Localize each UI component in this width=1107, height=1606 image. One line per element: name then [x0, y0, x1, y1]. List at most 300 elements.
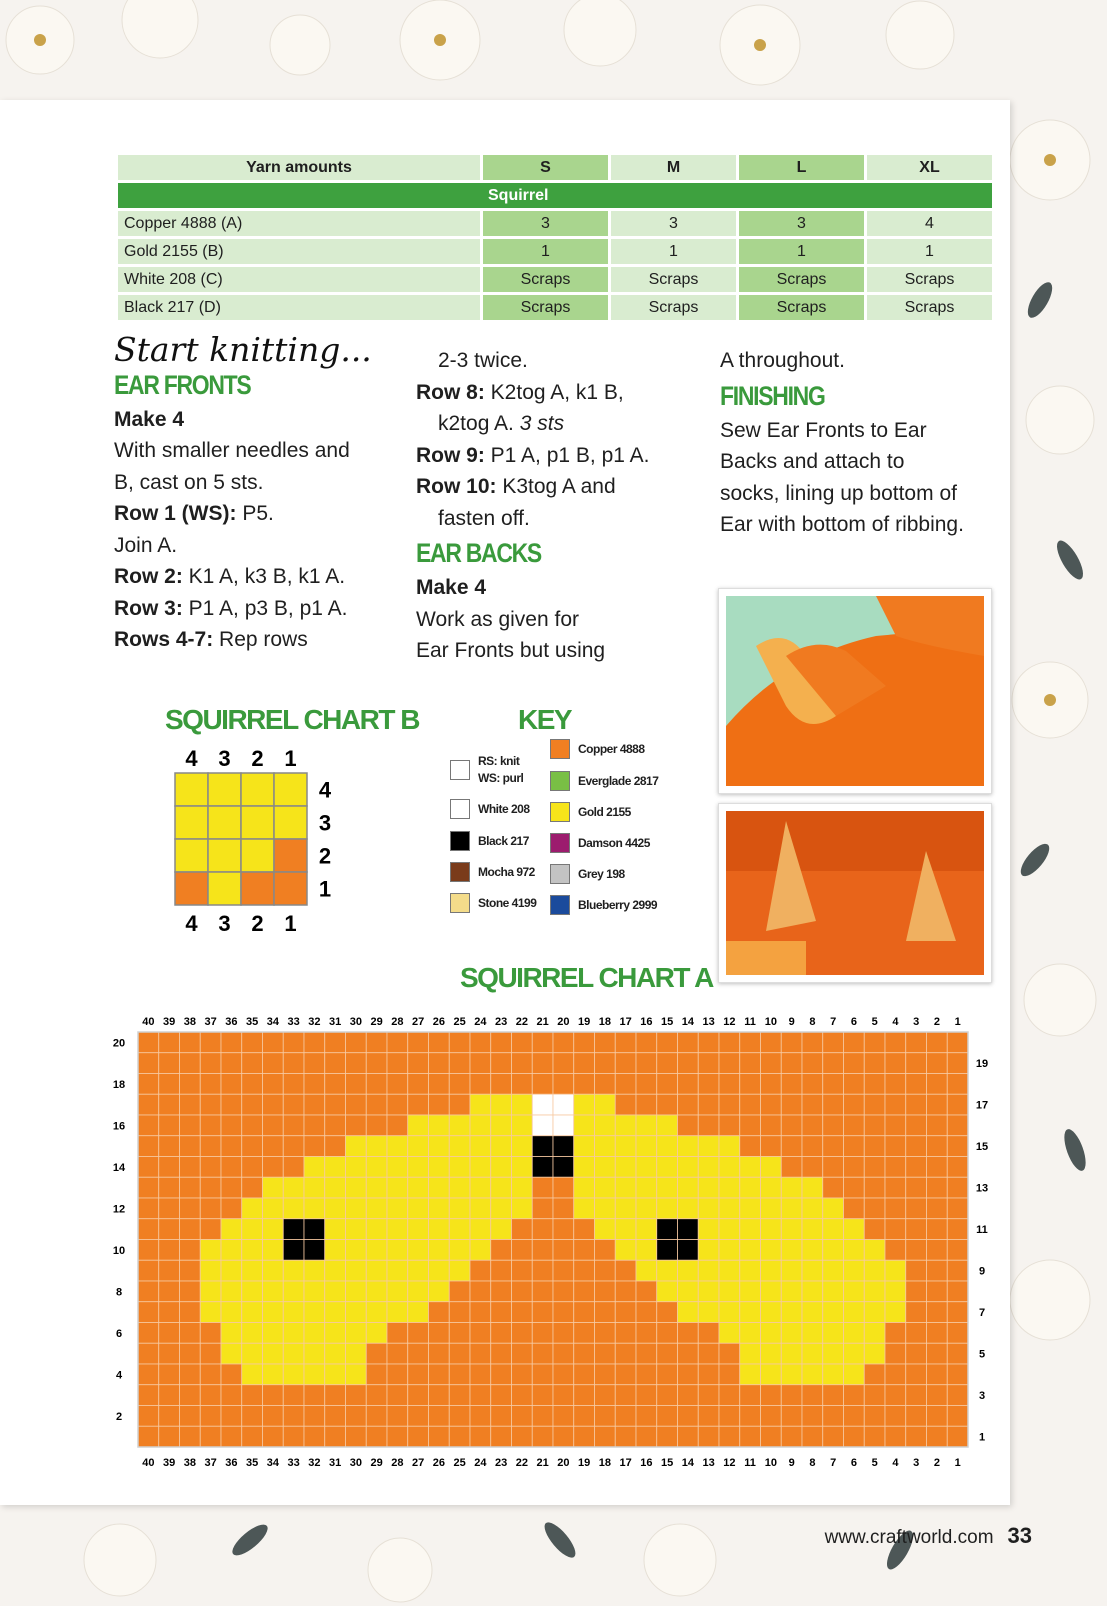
instruction-line: B, cast on 5 sts.: [114, 470, 264, 494]
chart-a-cell: [346, 1074, 367, 1095]
key-item: [450, 893, 536, 913]
chart-a-cell: [947, 1219, 968, 1240]
chart-a-cell: [449, 1136, 470, 1157]
table-cell: Copper 4888 (A): [118, 211, 480, 236]
chart-a-cell: [263, 1323, 284, 1344]
chart-a-cell: [159, 1157, 180, 1178]
chart-a-cell: [574, 1260, 595, 1281]
chart-a-cell: [532, 1177, 553, 1198]
chart-a-cell: [387, 1219, 408, 1240]
chart-a-cell: [221, 1426, 242, 1447]
chart-a-cell: [719, 1385, 740, 1406]
chart-a-cell: [636, 1094, 657, 1115]
chart-a-cell: [927, 1177, 948, 1198]
table-cell: Scraps: [611, 267, 736, 292]
chart-a-cell: [864, 1426, 885, 1447]
chart-a-cell: [698, 1157, 719, 1178]
chart-a-cell: [512, 1074, 533, 1095]
chart-a-cell: [408, 1260, 429, 1281]
chart-a-cell: [242, 1385, 263, 1406]
make-4-label: Make 4: [114, 407, 185, 431]
chart-a-cell: [242, 1343, 263, 1364]
chart-a-cell: [885, 1115, 906, 1136]
chart-a-cell: [553, 1177, 574, 1198]
chart-a-col-label: 1: [954, 1016, 961, 1028]
chart-a-cell: [657, 1343, 678, 1364]
chart-a-cell: [885, 1385, 906, 1406]
chart-a-cell: [761, 1219, 782, 1240]
chart-a-cell: [366, 1343, 387, 1364]
sock-image-2: [726, 811, 984, 975]
chart-a-cell: [574, 1074, 595, 1095]
chart-a-cell: [325, 1281, 346, 1302]
chart-a-cell: [159, 1136, 180, 1157]
chart-a-cell: [761, 1074, 782, 1095]
chart-a-cell: [678, 1240, 699, 1261]
chart-a-col-label: 29: [370, 1457, 383, 1469]
chart-a-col-label: 39: [163, 1457, 176, 1469]
chart-a-cell: [532, 1074, 553, 1095]
chart-a-cell: [615, 1074, 636, 1095]
chart-a-cell: [553, 1323, 574, 1344]
chart-a-cell: [242, 1032, 263, 1053]
key-swatch: [550, 864, 570, 884]
chart-a-cell: [366, 1323, 387, 1344]
chart-a-row-label: 18: [112, 1078, 126, 1091]
chart-a-cell: [553, 1074, 574, 1095]
chart-a-top-labels: [105, 1010, 1000, 1030]
chart-a-cell: [200, 1364, 221, 1385]
chart-a-cell: [595, 1385, 616, 1406]
chart-a-cell: [553, 1302, 574, 1323]
chart-a-cell: [221, 1302, 242, 1323]
chart-a-cell: [740, 1385, 761, 1406]
chart-a-cell: [927, 1115, 948, 1136]
chart-a-cell: [885, 1426, 906, 1447]
chart-a-cell: [740, 1364, 761, 1385]
chart-a: [105, 1030, 1000, 1508]
chart-a-cell: [221, 1177, 242, 1198]
chart-a-cell: [283, 1032, 304, 1053]
table-cell: 3: [483, 211, 608, 236]
chart-a-cell: [491, 1053, 512, 1074]
chart-b-col-label: 1: [284, 911, 297, 936]
key-label: Copper 4888: [578, 742, 645, 756]
chart-a-cell: [387, 1364, 408, 1385]
chart-a-cell: [698, 1074, 719, 1095]
chart-a-cell: [138, 1240, 159, 1261]
key-label: Damson 4425: [578, 836, 650, 850]
chart-a-cell: [366, 1115, 387, 1136]
chart-a-cell: [449, 1364, 470, 1385]
instruction-line: Row 9: P1 A, p1 B, p1 A.: [416, 443, 650, 467]
key-swatch: [450, 862, 470, 882]
chart-a-cell: [200, 1281, 221, 1302]
instruction-line: socks, lining up bottom of: [720, 481, 957, 505]
chart-a-cell: [408, 1323, 429, 1344]
chart-a-cell: [802, 1157, 823, 1178]
chart-a-cell: [844, 1364, 865, 1385]
chart-a-cell: [408, 1115, 429, 1136]
chart-a-col-label: 15: [661, 1016, 674, 1028]
chart-a-cell: [906, 1281, 927, 1302]
chart-a-col-label: 26: [432, 1457, 445, 1469]
key-swatch: [550, 833, 570, 853]
chart-a-cell: [387, 1260, 408, 1281]
chart-a-cell: [221, 1385, 242, 1406]
chart-a-row-label: 14: [112, 1161, 126, 1174]
chart-a-cell: [947, 1364, 968, 1385]
chart-a-cell: [802, 1260, 823, 1281]
chart-a-cell: [636, 1157, 657, 1178]
website-url[interactable]: www.craftworld.com: [824, 1527, 994, 1548]
chart-b-col-label: 2: [251, 911, 264, 936]
chart-a-cell: [470, 1426, 491, 1447]
chart-a-cell: [263, 1426, 284, 1447]
chart-a-col-label: 5: [871, 1016, 878, 1028]
chart-a-cell: [678, 1385, 699, 1406]
chart-a-cell: [159, 1281, 180, 1302]
chart-a-cell: [429, 1323, 450, 1344]
chart-a-cell: [325, 1385, 346, 1406]
chart-a-col-label: 27: [412, 1016, 425, 1028]
chart-a-cell: [927, 1094, 948, 1115]
chart-a-cell: [263, 1074, 284, 1095]
chart-a-cell: [657, 1385, 678, 1406]
instruction-line: Row 1 (WS): P5.: [114, 502, 274, 525]
chart-a-cell: [615, 1343, 636, 1364]
chart-a-cell: [512, 1260, 533, 1281]
table-cell: Scraps: [739, 267, 864, 292]
chart-a-col-label: 32: [308, 1457, 321, 1469]
chart-a-col-label: 12: [723, 1016, 736, 1028]
chart-a-cell: [678, 1094, 699, 1115]
chart-a-cell: [180, 1343, 201, 1364]
chart-a-cell: [304, 1281, 325, 1302]
chart-a-cell: [449, 1323, 470, 1344]
chart-a-cell: [449, 1343, 470, 1364]
chart-a-cell: [408, 1032, 429, 1053]
chart-a-cell: [698, 1426, 719, 1447]
chart-a-cell: [781, 1094, 802, 1115]
table-cell: 1: [483, 239, 608, 264]
table-header-row: [118, 155, 992, 180]
chart-a-cell: [159, 1364, 180, 1385]
chart-a-cell: [263, 1198, 284, 1219]
chart-a-cell: [553, 1157, 574, 1178]
chart-a-cell: [802, 1053, 823, 1074]
chart-a-cell: [304, 1260, 325, 1281]
chart-a-cell: [263, 1094, 284, 1115]
chart-a-cell: [657, 1032, 678, 1053]
chart-a-cell: [678, 1136, 699, 1157]
chart-a-col-label: 21: [536, 1016, 549, 1028]
make-4-label: Make 4: [416, 576, 487, 599]
chart-a-cell: [325, 1406, 346, 1427]
chart-a-cell: [304, 1136, 325, 1157]
chart-a-cell: [615, 1094, 636, 1115]
chart-a-cell: [200, 1094, 221, 1115]
chart-a-cell: [698, 1053, 719, 1074]
chart-a-cell: [885, 1281, 906, 1302]
chart-a-cell: [491, 1426, 512, 1447]
chart-a-cell: [491, 1219, 512, 1240]
chart-a-cell: [408, 1385, 429, 1406]
chart-a-cell: [781, 1302, 802, 1323]
chart-a-cell: [906, 1074, 927, 1095]
chart-b-cell: [274, 773, 307, 806]
chart-a-row-label: 6: [115, 1327, 123, 1340]
chart-a-cell: [740, 1094, 761, 1115]
chart-a-cell: [595, 1219, 616, 1240]
table-band-row: [118, 183, 992, 208]
chart-a-cell: [387, 1385, 408, 1406]
chart-a-cell: [823, 1406, 844, 1427]
chart-a-cell: [387, 1115, 408, 1136]
chart-a-cell: [159, 1240, 180, 1261]
chart-a-cell: [906, 1115, 927, 1136]
chart-a-cell: [802, 1219, 823, 1240]
chart-a-cell: [698, 1177, 719, 1198]
chart-a-cell: [678, 1343, 699, 1364]
chart-a-cell: [781, 1074, 802, 1095]
chart-a-cell: [512, 1177, 533, 1198]
chart-a-cell: [449, 1032, 470, 1053]
chart-b-row-label: 1: [318, 876, 332, 902]
chart-a-cell: [387, 1136, 408, 1157]
chart-a-cell: [574, 1364, 595, 1385]
chart-b-col-label: 3: [218, 748, 231, 771]
chart-a-cell: [221, 1053, 242, 1074]
chart-a-cell: [346, 1094, 367, 1115]
chart-a-row-label: 11: [976, 1224, 988, 1237]
chart-a-cell: [387, 1053, 408, 1074]
chart-b-cell: [241, 839, 274, 872]
chart-a-cell: [346, 1157, 367, 1178]
chart-a-col-label: 14: [681, 1016, 694, 1028]
chart-a-cell: [657, 1426, 678, 1447]
key-swatch: [550, 739, 570, 759]
key-item: [450, 862, 535, 882]
chart-a-col-label: 36: [225, 1457, 238, 1469]
chart-a-cell: [325, 1198, 346, 1219]
chart-a-cell: [532, 1323, 553, 1344]
chart-a-cell: [512, 1302, 533, 1323]
chart-a-cell: [657, 1136, 678, 1157]
chart-a-cell: [574, 1198, 595, 1219]
chart-a-cell: [906, 1136, 927, 1157]
chart-a-cell: [387, 1240, 408, 1261]
chart-a-cell: [906, 1385, 927, 1406]
chart-a-cell: [574, 1094, 595, 1115]
table-row: [118, 267, 992, 292]
chart-a-cell: [864, 1302, 885, 1323]
chart-a-cell: [180, 1406, 201, 1427]
chart-a-cell: [346, 1343, 367, 1364]
chart-a-cell: [366, 1426, 387, 1447]
chart-a-cell: [325, 1302, 346, 1323]
chart-a-cell: [200, 1053, 221, 1074]
chart-a-cell: [470, 1364, 491, 1385]
chart-a-cell: [927, 1426, 948, 1447]
chart-a-cell: [657, 1240, 678, 1261]
chart-a-cell: [366, 1364, 387, 1385]
chart-a-cell: [346, 1219, 367, 1240]
chart-b-cell: [208, 773, 241, 806]
chart-a-cell: [180, 1157, 201, 1178]
instruction-line: Join A.: [114, 533, 178, 557]
chart-a-cell: [159, 1302, 180, 1323]
chart-a-cell: [864, 1281, 885, 1302]
chart-a-cell: [304, 1240, 325, 1261]
chart-a-cell: [325, 1260, 346, 1281]
chart-a-cell: [138, 1157, 159, 1178]
chart-a-cell: [449, 1281, 470, 1302]
instruction-line: k2tog A. 3 sts: [438, 412, 565, 435]
chart-a-cell: [159, 1032, 180, 1053]
chart-a-cell: [491, 1177, 512, 1198]
chart-b-cell: [208, 839, 241, 872]
chart-a-cell: [781, 1406, 802, 1427]
chart-a-cell: [761, 1302, 782, 1323]
table-cell: 3: [611, 211, 736, 236]
chart-a-cell: [242, 1136, 263, 1157]
chart-a-col-label: 22: [515, 1016, 528, 1028]
chart-a-cell: [512, 1136, 533, 1157]
chart-a-cell: [221, 1115, 242, 1136]
key-label: Everglade 2817: [578, 774, 659, 788]
chart-a-cell: [387, 1074, 408, 1095]
chart-a-cell: [366, 1032, 387, 1053]
chart-a-cell: [636, 1426, 657, 1447]
chart-a-cell: [906, 1323, 927, 1344]
chart-a-cell: [325, 1364, 346, 1385]
chart-a-cell: [719, 1177, 740, 1198]
chart-a-cell: [595, 1343, 616, 1364]
finishing-heading: FINISHING: [720, 380, 825, 411]
chart-a-cell: [470, 1260, 491, 1281]
chart-a-cell: [159, 1094, 180, 1115]
chart-a-row-label: 20: [112, 1037, 126, 1050]
chart-a-cell: [221, 1343, 242, 1364]
chart-a-cell: [678, 1157, 699, 1178]
chart-b-col-label: 3: [218, 911, 231, 936]
chart-a-cell: [719, 1406, 740, 1427]
chart-a-cell: [242, 1219, 263, 1240]
chart-a-cell: [470, 1323, 491, 1344]
chart-a-cell: [200, 1219, 221, 1240]
chart-a-cell: [387, 1343, 408, 1364]
chart-a-cell: [263, 1260, 284, 1281]
chart-a-cell: [387, 1157, 408, 1178]
chart-a-cell: [844, 1260, 865, 1281]
chart-a-cell: [470, 1157, 491, 1178]
chart-a-cell: [636, 1240, 657, 1261]
chart-a-row-label: 1: [978, 1431, 986, 1444]
chart-a-cell: [802, 1115, 823, 1136]
chart-a-cell: [823, 1115, 844, 1136]
chart-a-cell: [180, 1302, 201, 1323]
key-swatch: [450, 893, 470, 913]
chart-a-cell: [304, 1157, 325, 1178]
chart-a-cell: [180, 1219, 201, 1240]
chart-a-cell: [657, 1219, 678, 1240]
chart-a-col-label: 18: [598, 1457, 611, 1469]
chart-a-cell: [636, 1260, 657, 1281]
key-item: [550, 771, 658, 791]
chart-a-cell: [595, 1240, 616, 1261]
chart-a-cell: [864, 1157, 885, 1178]
chart-a-cell: [200, 1260, 221, 1281]
chart-a-col-label: 2: [933, 1457, 940, 1469]
chart-a-cell: [491, 1385, 512, 1406]
chart-a-cell: [595, 1177, 616, 1198]
chart-a-cell: [698, 1406, 719, 1427]
chart-a-cell: [740, 1032, 761, 1053]
chart-a-cell: [781, 1053, 802, 1074]
key-swatch: [550, 802, 570, 822]
chart-a-cell: [781, 1426, 802, 1447]
chart-a-cell: [532, 1115, 553, 1136]
ear-fronts-heading: EAR FRONTS: [114, 369, 251, 400]
chart-a-cell: [242, 1094, 263, 1115]
chart-a-cell: [491, 1115, 512, 1136]
chart-a-cell: [221, 1260, 242, 1281]
table-header: Yarn amounts: [118, 155, 480, 180]
chart-a-cell: [761, 1032, 782, 1053]
chart-a-cell: [283, 1385, 304, 1406]
chart-a-cell: [553, 1281, 574, 1302]
chart-a-cell: [263, 1240, 284, 1261]
chart-a-cell: [761, 1136, 782, 1157]
chart-a-cell: [615, 1053, 636, 1074]
chart-a-col-label: 5: [871, 1457, 878, 1469]
chart-a-cell: [927, 1198, 948, 1219]
chart-a-cell: [615, 1177, 636, 1198]
chart-a-cell: [781, 1136, 802, 1157]
chart-a-cell: [159, 1323, 180, 1344]
chart-a-cell: [574, 1343, 595, 1364]
chart-a-cell: [159, 1426, 180, 1447]
chart-a-col-label: 15: [661, 1457, 674, 1469]
key-label: Blueberry 2999: [578, 898, 658, 912]
chart-a-cell: [346, 1406, 367, 1427]
chart-a-cell: [532, 1385, 553, 1406]
key-label: Stone 4199: [478, 896, 537, 910]
chart-a-cell: [387, 1177, 408, 1198]
chart-a-cell: [346, 1364, 367, 1385]
chart-a-cell: [636, 1053, 657, 1074]
chart-a-cell: [636, 1343, 657, 1364]
chart-a-cell: [429, 1343, 450, 1364]
chart-a-cell: [242, 1177, 263, 1198]
chart-a-cell: [615, 1385, 636, 1406]
chart-a-cell: [159, 1343, 180, 1364]
chart-a-cell: [200, 1385, 221, 1406]
chart-a-col-label: 24: [474, 1457, 487, 1469]
table-cell: Gold 2155 (B): [118, 239, 480, 264]
chart-a-cell: [595, 1198, 616, 1219]
chart-a-cell: [553, 1426, 574, 1447]
chart-a-cell: [221, 1094, 242, 1115]
chart-a-col-label: 38: [183, 1457, 196, 1469]
chart-a-col-label: 19: [578, 1457, 591, 1469]
chart-a-col-label: 7: [830, 1457, 837, 1469]
chart-a-col-label: 36: [225, 1016, 238, 1028]
chart-a-cell: [408, 1406, 429, 1427]
chart-a-cell: [200, 1157, 221, 1178]
chart-a-cell: [138, 1323, 159, 1344]
